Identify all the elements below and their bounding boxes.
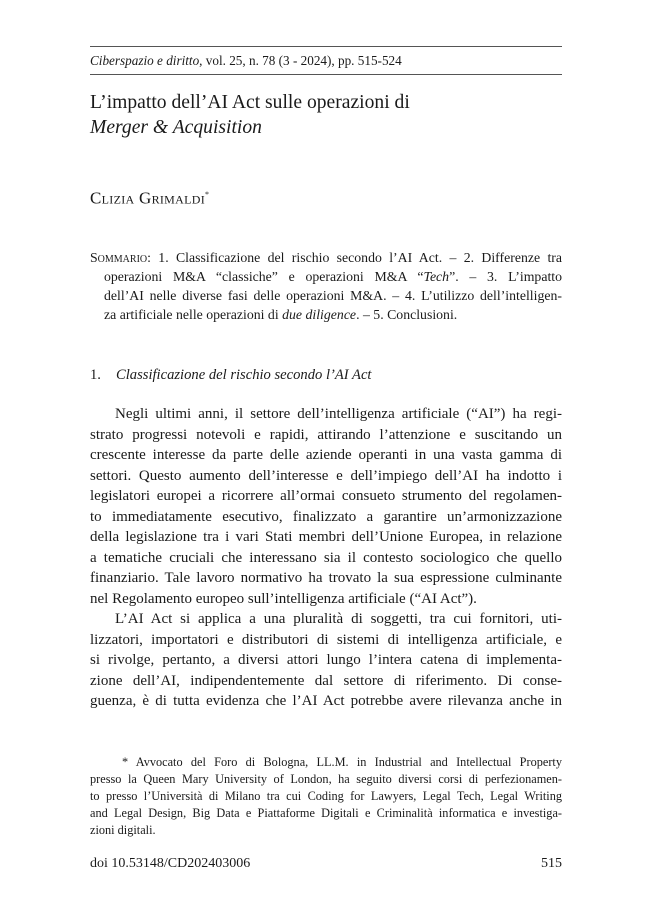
body-line: si rivolge, pertanto, a diversi attori lungo l’intera catena di implementa- (90, 652, 562, 668)
body-line: lizzatori, importatori e distributori di sistemi di intelligenza artificiale, e (90, 631, 562, 648)
title-line-1: L’impatto dell’AI Act sulle operazioni di (90, 92, 410, 113)
summary-due-diligence: due diligence (282, 307, 357, 322)
footnote-line: zioni digitali. (90, 823, 156, 837)
body-line: L’AI Act si applica a una pluralità di soggetti, tra cui fornitori, uti- (115, 611, 562, 627)
body-line: Negli ultimi anni, il settore dell’intelligenza artificiale (“AI”) ha regi- (115, 406, 562, 422)
section-title: Classificazione del rischio secondo l’AI Act (116, 367, 372, 383)
summary (90, 248, 562, 324)
body-text (90, 404, 562, 712)
body-line: crescente interesse da parte delle aziende operanti in una vasta gamma di (90, 447, 562, 463)
summary-text-4: za artificiale nelle operazioni di (104, 307, 283, 322)
summary-line-4 (90, 305, 562, 324)
title-line-2: Merger & Acquisition (90, 117, 262, 138)
section-heading (90, 366, 562, 384)
section-number: 1. (90, 367, 101, 383)
body-line: settori. Questo aumento dell’interesse e dell’impiego dell’AI ha indotto i (90, 467, 562, 484)
author-name (90, 185, 209, 209)
footnote-line: * Avvocato del Foro di Bologna, LL.M. in Industrial and Intellectual Property (122, 755, 562, 769)
journal-details: , vol. 25, n. 78 (3 - 2024), pp. 515-524 (199, 53, 402, 68)
summary-text-2: operazioni M&A “classiche” e operazioni M&A “ (104, 269, 424, 284)
author-footnote-marker[interactable]: * (205, 190, 210, 199)
summary-line-2 (90, 267, 562, 286)
footnote-line: and Legal Design, Big Data e Piattaforme Digitali e Criminalità informatica e investiga- (90, 806, 562, 820)
summary-line-1 (90, 248, 562, 267)
top-rule (90, 46, 562, 47)
body-line: guenza, è di tutta evidenza che l’AI Act potrebbe avere rilevanza anche in (90, 693, 562, 709)
summary-line-3: dell’AI nelle diverse fasi delle operazioni M&A. – 4. L’utilizzo dell’intelligen- (104, 288, 562, 303)
body-line: finanziario. Tale lavoro normativo ha trovato la sua espressione culminante (90, 570, 562, 586)
footnote-line: to presso l’Università di Milano tra cui Coding for Lawyers, Legal Tech, Legal Writing (90, 789, 562, 803)
body-line: a tematiche cruciali che interessano sia il contesto sociologico che quello (90, 549, 562, 566)
summary-tech: Tech (423, 269, 450, 284)
running-head (90, 53, 562, 69)
summary-text-2-tail: ”. – 3. L’impatto (449, 269, 563, 284)
body-line: zione dell’AI, indipendentemente dal settore di riferimento. Di conse- (90, 672, 562, 689)
summary-label: Sommario: (90, 250, 151, 265)
body-line: legislatori europei a ricorrere all’ormai consueto strumento del regolamen- (90, 488, 562, 504)
author-text: Clizia Grimaldi (90, 188, 206, 208)
summary-text-1: 1. Classificazione del rischio secondo l’AI Act. – 2. Differenze tra (150, 250, 562, 265)
journal-name: Ciberspazio e diritto (90, 53, 200, 68)
header-rule (90, 74, 562, 75)
footnote-line: presso la Queen Mary University of London, ha seguito diversi corsi di perfezionamen- (90, 772, 562, 786)
summary-text-4-tail: . – 5. Conclusioni. (356, 307, 458, 322)
body-line: della legislazione tra i vari Stati membri dell’Unione Europea, in relazione (90, 529, 562, 545)
article-title (90, 90, 562, 140)
body-line: nel Regolamento europeo sull’intelligenza artificiale (“AI Act”). (90, 590, 477, 607)
body-line: strato progressi notevoli e rapidi, attirando l’attenzione e suscitando un (90, 426, 562, 443)
footnote (90, 754, 562, 839)
body-line: to immediatamente esecutivo, finalizzato a garantire un’armonizzazione (90, 508, 562, 525)
doi-link[interactable]: doi 10.53148/CD202403006 (90, 856, 251, 871)
page-number: 515 (541, 856, 562, 871)
